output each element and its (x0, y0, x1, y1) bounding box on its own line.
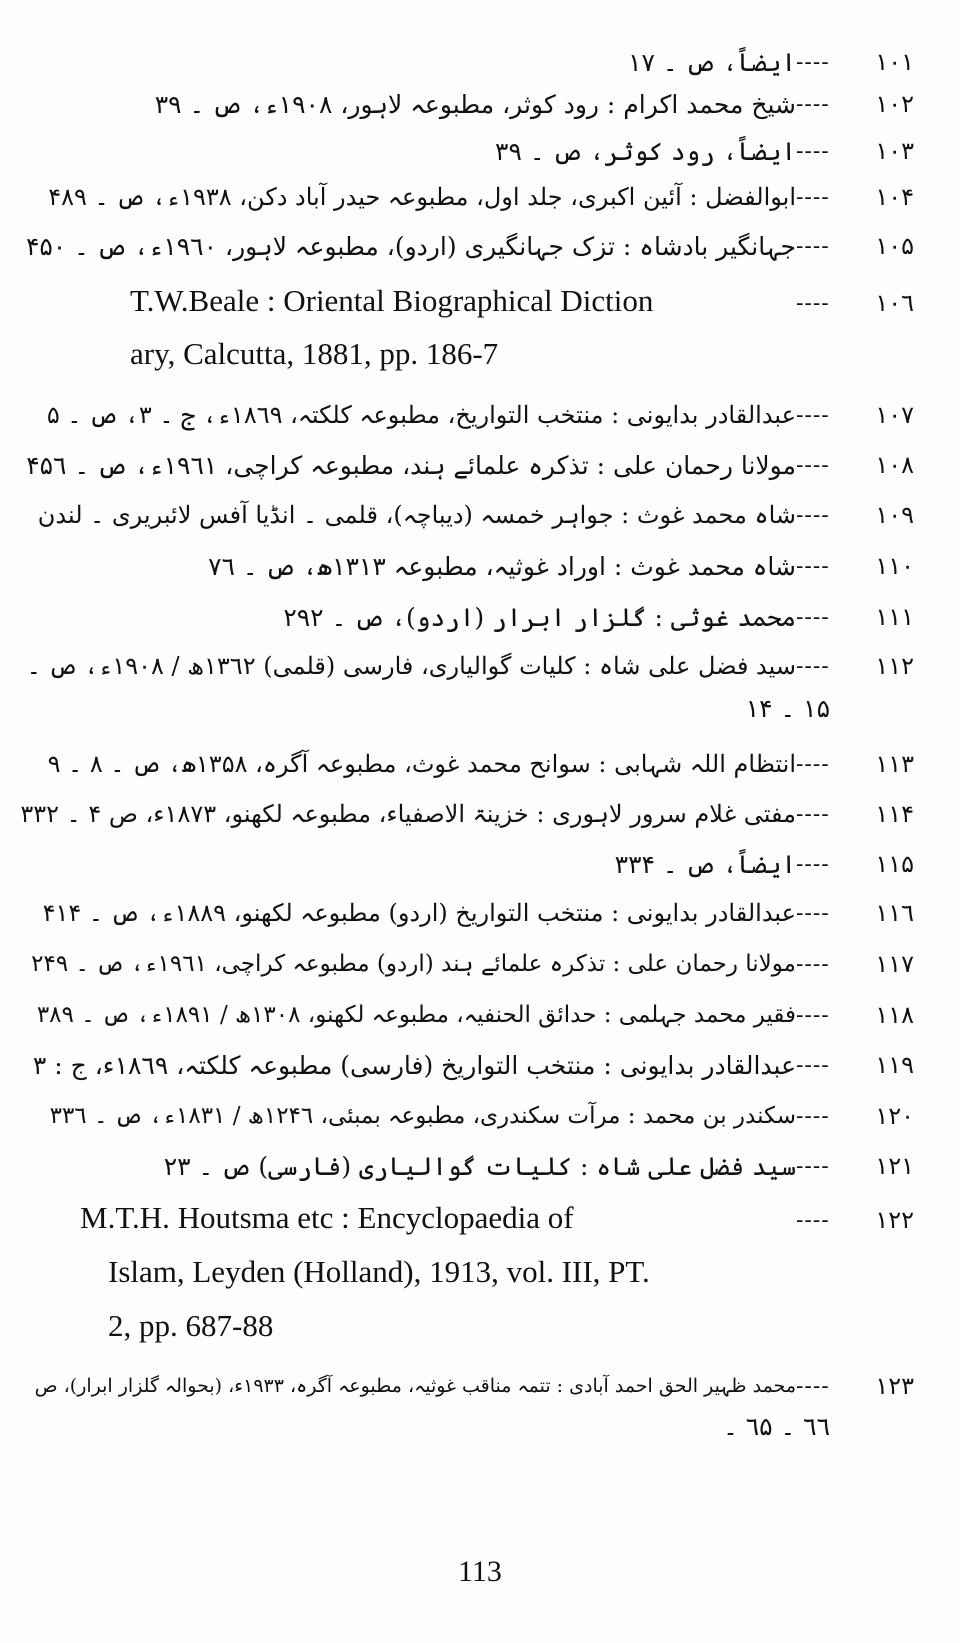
reference-number: ١٠۴ (875, 183, 914, 211)
reference-number: ١٠٧ (875, 401, 914, 429)
reference-dash: ---- (796, 138, 830, 164)
reference-dash: ---- (796, 604, 830, 630)
reference-102 (155, 84, 914, 124)
reference-number: ١٠٨ (875, 451, 914, 479)
reference-number: ١٠٦ (875, 289, 914, 317)
reference-dash: ---- (796, 1207, 830, 1233)
reference-dash: ---- (796, 233, 830, 259)
reference-continuation: ٦٦ ۔ ٦۵ ۔ (723, 1412, 830, 1441)
reference-number: ١٢٠ (875, 1102, 914, 1130)
reference-text: مفتی غلام سرور لاہوری : خزینۃ الاصفیاء، مطبوعہ لکھنو، ١٨٧٣ء، ص ۴ ۔ ٣٣٢ (20, 800, 796, 828)
reference-english-line: T.W.Beale : Oriental Biographical Diction (130, 283, 654, 318)
reference-dash: ---- (796, 184, 830, 210)
reference-122 (796, 1200, 914, 1240)
reference-109 (38, 495, 914, 535)
reference-text: مولانا رحمان علی : تذکرہ علمائے ہند (اردو) مطبوعہ کراچی، ١٩٦١ء، ص ۔ ٢۴٩ (31, 951, 796, 977)
reference-dash: ---- (796, 91, 830, 117)
reference-number: ١١٢ (875, 652, 914, 680)
reference-number: ١٠١ (875, 48, 914, 76)
reference-number: ١٠٣ (875, 137, 914, 165)
reference-text: ایضاً، ص ۔ ٣٣۴ (614, 849, 796, 879)
reference-115 (615, 844, 914, 884)
reference-dash: ---- (796, 452, 830, 478)
reference-112 (27, 646, 914, 686)
reference-text: عبدالقادر بدایونی : منتخب التواریخ (فارسی) مطبوعہ کلکتہ، ١٨٦٩ء، ج : ٣ (32, 1050, 796, 1080)
reference-text: محمد ظہیر الحق احمد آبادی : تتمہ مناقب غوثیہ، مطبوعہ آگرہ، ١٩٣٣ء، (بحوالہ گلزار ابرار)، ص (34, 1375, 796, 1397)
reference-dash: ---- (796, 402, 830, 428)
reference-text: محمد غوثی : گلزار ابرار (اردو)، ص ۔ ٢٩٢ (283, 602, 796, 632)
reference-text: شاہ محمد غوث : جواہر خمسہ (دیباچہ)، قلمی ۔ انڈیا آفس لائبریری ۔ لندن (37, 501, 796, 529)
reference-119 (33, 1045, 914, 1085)
reference-number: ١١۵ (875, 850, 914, 878)
reference-english-line: Islam, Leyden (Holland), 1913, vol. III, PT. (108, 1254, 650, 1289)
reference-dash: ---- (796, 653, 830, 679)
reference-text: سکندر بن محمد : مرآت سکندری، مطبوعہ بمبئی، ١٢۴٦ھ / ١٨٣١ء، ص ۔ ٣٣٦ (49, 1103, 796, 1129)
reference-text: شیخ محمد اکرام : رود کوثر، مطبوعہ لاہور، ١٩٠٨ء، ص ۔ ٣٩ (154, 89, 796, 119)
reference-117 (31, 944, 914, 984)
reference-text: شاہ محمد غوث : اوراد غوثیہ، مطبوعہ ١٣١٣ھ، ص ۔ ٧٦ (208, 551, 796, 581)
reference-108 (26, 445, 914, 485)
reference-text: انتظام اللہ شہابی : سوانح محمد غوث، مطبوعہ آگرہ، ١٣۵٨ھ، ص ۔ ٨ ۔ ٩ (47, 750, 796, 778)
reference-dash: ---- (796, 1052, 830, 1078)
reference-dash: ---- (796, 900, 830, 926)
reference-dash: ---- (796, 502, 830, 528)
reference-number: ١٢١ (875, 1152, 914, 1180)
reference-101 (628, 42, 914, 82)
reference-dash: ---- (796, 801, 830, 827)
reference-english-line: ary, Calcutta, 1881, pp. 186-7 (130, 336, 499, 371)
reference-113 (48, 744, 914, 784)
reference-number: ١٢٢ (875, 1206, 914, 1234)
reference-dash: ---- (796, 851, 830, 877)
reference-number: ١١٨ (875, 1001, 914, 1029)
reference-dash: ---- (796, 1373, 830, 1399)
reference-number: ١١٠ (875, 552, 914, 580)
reference-text: سید فضل علی شاہ : کلیات گوالیاری، فارسی (قلمی) ١٣٦٢ھ / ١٩٠٨ء، ص ۔ (26, 652, 796, 680)
reference-dash: ---- (796, 290, 830, 316)
reference-number: ١١۴ (875, 800, 914, 828)
reference-114 (20, 794, 914, 834)
reference-dash: ---- (796, 1103, 830, 1129)
reference-number: ١٠۵ (875, 232, 914, 260)
reference-number: ١١١ (875, 603, 914, 631)
reference-107 (47, 395, 914, 435)
reference-text: مولانا رحمان علی : تذکرہ علمائے ہند، مطبوعہ کراچی، ١٩٦١ء، ص ۔ ۴۵٦ (26, 450, 796, 480)
reference-dash: ---- (796, 751, 830, 777)
reference-number: ١١٦ (875, 899, 914, 927)
page-number: 113 (458, 1555, 502, 1588)
reference-116 (43, 893, 914, 933)
reference-104 (48, 177, 914, 217)
reference-text: سید فضل علی شاہ : کلیات گوالیاری (فارسی) ص ۔ ٢٣ (163, 1151, 796, 1181)
reference-number: ١١٣ (875, 750, 914, 778)
reference-number: ١١٧ (875, 950, 914, 978)
reference-text: عبدالقادر بدایونی : منتخب التواریخ (اردو) مطبوعہ لکھنو، ١٨٨٩ء، ص ۔ ۴١۴ (42, 899, 796, 927)
reference-number: ١٠٩ (875, 501, 914, 529)
reference-text: جہانگیر بادشاہ : تزک جہانگیری (اردو)، مطبوعہ لاہور، ١٩٦٠ء، ص ۔ ۴۵٠ (25, 231, 796, 261)
reference-dash: ---- (796, 1153, 830, 1179)
reference-110 (208, 546, 914, 586)
reference-text: ایضاً، ص ۔ ١٧ (628, 47, 796, 77)
reference-text: فقیر محمد جہلمی : حدائق الحنفیہ، مطبوعہ لکھنو، ١٣٠٨ھ / ١٨٩١ء، ص ۔ ٣٨٩ (36, 1002, 796, 1028)
reference-dash: ---- (796, 951, 830, 977)
reference-dash: ---- (796, 1002, 830, 1028)
reference-103 (495, 131, 914, 171)
reference-105 (26, 226, 914, 266)
reference-number: ١٢٣ (875, 1372, 914, 1400)
reference-text: عبدالقادر بدایونی : منتخب التواریخ، مطبوعہ کلکتہ، ١٨٦٩ء، ج ۔ ٣، ص ۔ ۵ (46, 401, 796, 429)
reference-120 (50, 1096, 914, 1136)
reference-continuation: ١۵ ۔ ١۴ (745, 694, 830, 723)
reference-dash: ---- (796, 49, 830, 75)
reference-123 (35, 1366, 914, 1406)
reference-121 (164, 1146, 914, 1186)
reference-118 (37, 995, 914, 1035)
reference-english-line: 2, pp. 687-88 (108, 1308, 274, 1343)
reference-text: ایضاً، رود کوثر، ص ۔ ٣٩ (495, 136, 796, 166)
reference-number: ١٠٢ (875, 90, 914, 118)
reference-106 (796, 283, 914, 323)
reference-111 (283, 597, 914, 637)
reference-english-line: M.T.H. Houtsma etc : Encyclopaedia of (80, 1200, 574, 1235)
reference-dash: ---- (796, 553, 830, 579)
reference-number: ١١٩ (875, 1051, 914, 1079)
reference-text: ابوالفضل : آئین اکبری، جلد اول، مطبوعہ حیدر آباد دکن، ١٩٣٨ء، ص ۔ ۴٨٩ (48, 183, 796, 211)
